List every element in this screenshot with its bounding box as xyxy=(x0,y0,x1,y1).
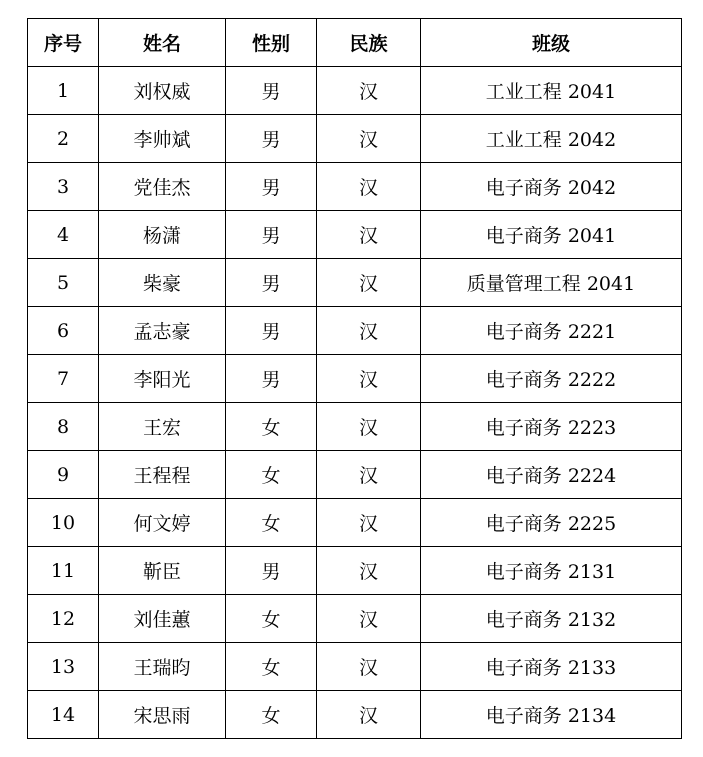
cell-ethnicity: 汉 xyxy=(317,595,421,643)
table-row xyxy=(28,595,682,643)
table-body xyxy=(28,67,682,739)
cell-class: 工业工程 2042 xyxy=(421,115,682,163)
table-row xyxy=(28,115,682,163)
table-row xyxy=(28,67,682,115)
cell-gender: 男 xyxy=(226,547,317,595)
cell-index: 1 xyxy=(28,67,99,115)
cell-gender: 男 xyxy=(226,163,317,211)
table-row xyxy=(28,403,682,451)
cell-name: 宋思雨 xyxy=(99,691,226,739)
cell-ethnicity: 汉 xyxy=(317,403,421,451)
table-row xyxy=(28,691,682,739)
cell-name: 王宏 xyxy=(99,403,226,451)
table-row xyxy=(28,211,682,259)
cell-name: 刘权威 xyxy=(99,67,226,115)
cell-class: 电子商务 2042 xyxy=(421,163,682,211)
cell-name: 李帅斌 xyxy=(99,115,226,163)
cell-class: 电子商务 2221 xyxy=(421,307,682,355)
cell-ethnicity: 汉 xyxy=(317,547,421,595)
cell-class: 电子商务 2223 xyxy=(421,403,682,451)
cell-ethnicity: 汉 xyxy=(317,451,421,499)
cell-gender: 男 xyxy=(226,115,317,163)
cell-gender: 女 xyxy=(226,451,317,499)
student-table-container xyxy=(27,18,682,739)
table-row xyxy=(28,643,682,691)
cell-ethnicity: 汉 xyxy=(317,211,421,259)
cell-ethnicity: 汉 xyxy=(317,643,421,691)
student-table xyxy=(27,18,682,739)
cell-name: 党佳杰 xyxy=(99,163,226,211)
cell-index: 2 xyxy=(28,115,99,163)
header-class: 班级 xyxy=(421,19,682,67)
cell-class: 电子商务 2225 xyxy=(421,499,682,547)
cell-class: 电子商务 2041 xyxy=(421,211,682,259)
table-row xyxy=(28,547,682,595)
cell-name: 靳臣 xyxy=(99,547,226,595)
cell-index: 3 xyxy=(28,163,99,211)
cell-index: 11 xyxy=(28,547,99,595)
cell-name: 杨潇 xyxy=(99,211,226,259)
cell-index: 10 xyxy=(28,499,99,547)
table-row xyxy=(28,259,682,307)
cell-gender: 女 xyxy=(226,691,317,739)
cell-ethnicity: 汉 xyxy=(317,259,421,307)
cell-ethnicity: 汉 xyxy=(317,691,421,739)
table-row xyxy=(28,307,682,355)
cell-index: 8 xyxy=(28,403,99,451)
cell-name: 李阳光 xyxy=(99,355,226,403)
cell-gender: 女 xyxy=(226,595,317,643)
cell-gender: 男 xyxy=(226,67,317,115)
cell-ethnicity: 汉 xyxy=(317,307,421,355)
header-index: 序号 xyxy=(28,19,99,67)
cell-index: 4 xyxy=(28,211,99,259)
cell-index: 12 xyxy=(28,595,99,643)
cell-index: 5 xyxy=(28,259,99,307)
cell-gender: 女 xyxy=(226,403,317,451)
cell-name: 何文婷 xyxy=(99,499,226,547)
cell-index: 13 xyxy=(28,643,99,691)
cell-name: 王程程 xyxy=(99,451,226,499)
cell-gender: 男 xyxy=(226,355,317,403)
cell-name: 王瑞昀 xyxy=(99,643,226,691)
header-name: 姓名 xyxy=(99,19,226,67)
table-row xyxy=(28,451,682,499)
cell-name: 孟志豪 xyxy=(99,307,226,355)
cell-ethnicity: 汉 xyxy=(317,115,421,163)
cell-class: 电子商务 2133 xyxy=(421,643,682,691)
cell-name: 刘佳蕙 xyxy=(99,595,226,643)
cell-gender: 男 xyxy=(226,259,317,307)
cell-gender: 男 xyxy=(226,211,317,259)
cell-index: 14 xyxy=(28,691,99,739)
table-row xyxy=(28,163,682,211)
table-row xyxy=(28,499,682,547)
cell-index: 9 xyxy=(28,451,99,499)
cell-name: 柴豪 xyxy=(99,259,226,307)
cell-class: 电子商务 2131 xyxy=(421,547,682,595)
table-row xyxy=(28,355,682,403)
cell-gender: 男 xyxy=(226,307,317,355)
cell-index: 6 xyxy=(28,307,99,355)
cell-class: 电子商务 2134 xyxy=(421,691,682,739)
cell-ethnicity: 汉 xyxy=(317,67,421,115)
cell-ethnicity: 汉 xyxy=(317,163,421,211)
cell-ethnicity: 汉 xyxy=(317,355,421,403)
cell-gender: 女 xyxy=(226,499,317,547)
header-ethnicity: 民族 xyxy=(317,19,421,67)
cell-class: 电子商务 2132 xyxy=(421,595,682,643)
header-gender: 性别 xyxy=(226,19,317,67)
table-header-row xyxy=(28,19,682,67)
cell-ethnicity: 汉 xyxy=(317,499,421,547)
cell-gender: 女 xyxy=(226,643,317,691)
cell-index: 7 xyxy=(28,355,99,403)
cell-class: 电子商务 2224 xyxy=(421,451,682,499)
cell-class: 工业工程 2041 xyxy=(421,67,682,115)
cell-class: 电子商务 2222 xyxy=(421,355,682,403)
cell-class: 质量管理工程 2041 xyxy=(421,259,682,307)
